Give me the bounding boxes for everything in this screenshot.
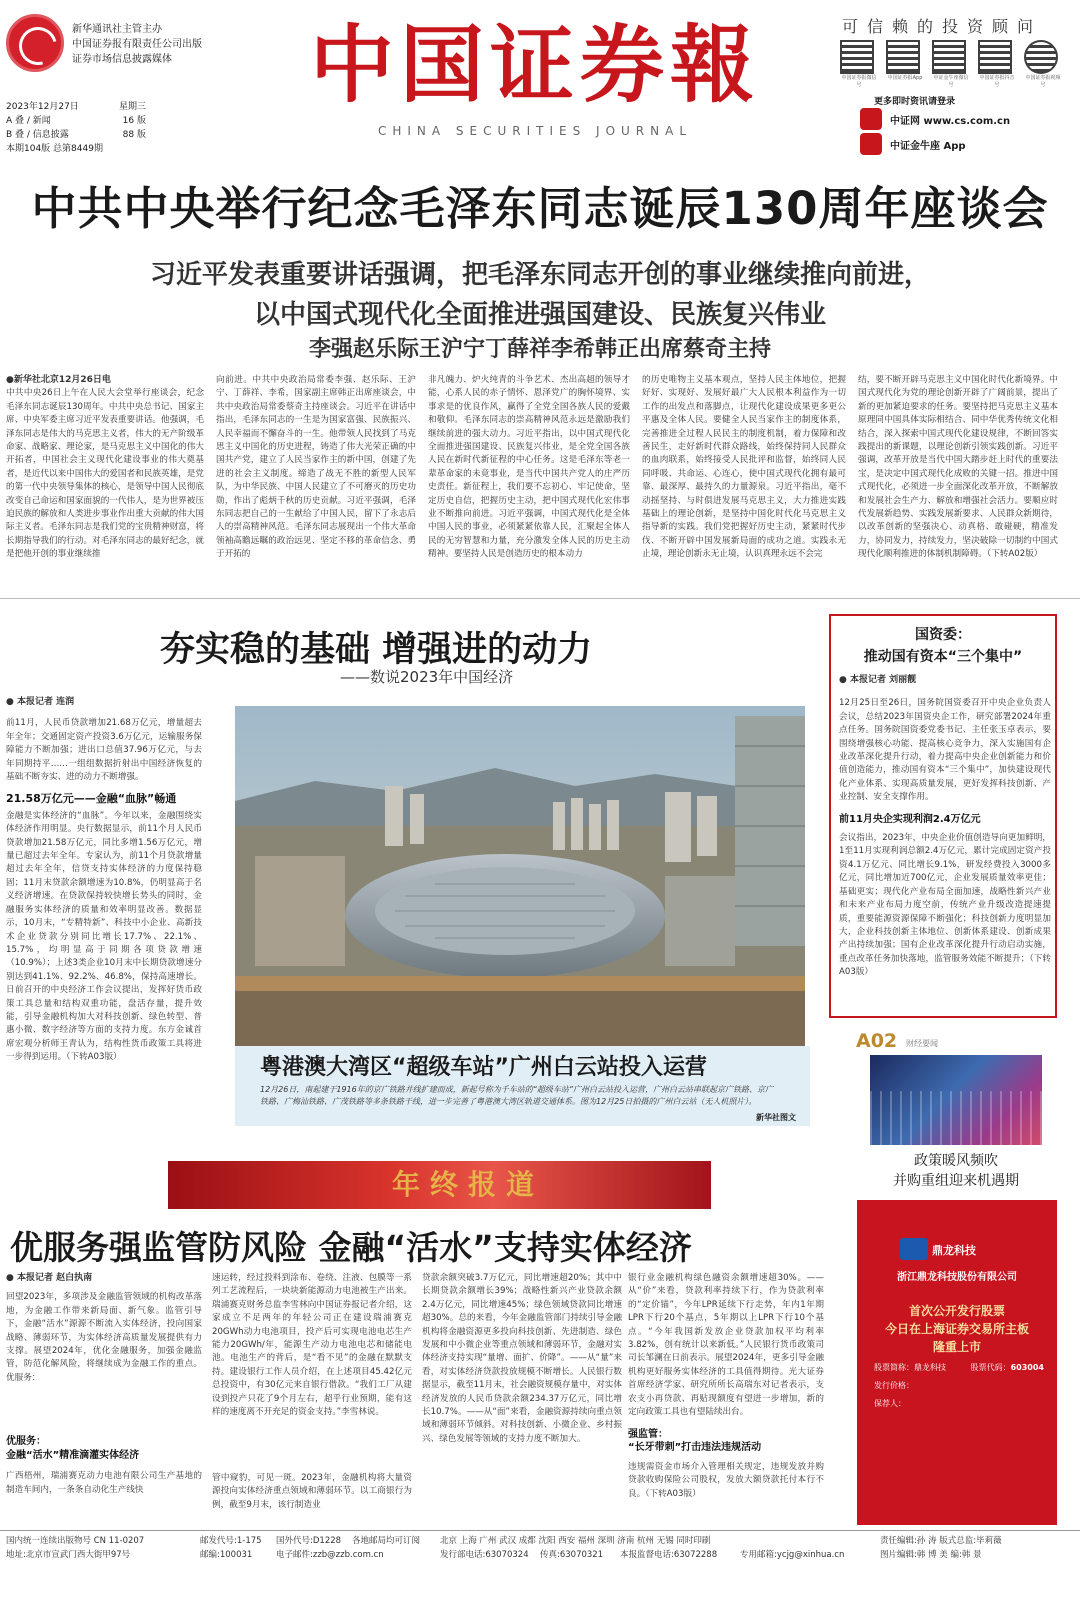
footer-fax: 传真:63070321 bbox=[540, 1550, 604, 1560]
lead-column-2: 向前进。中共中央政治局常委李强、赵乐际、王沪宁、丁薛祥、李希，国家副主席韩正出席座谈会，中共中央政治局常委蔡奇主持座谈会。习近平在讲话中指出，毛泽东同志的一生是为国家富强、民族振兴、人民幸福而不懈奋斗的一生。他带领人民找到了马克思主义中国化的历史进程，铸造了伟大光荣正确的中国共产党，建立了人民当家作主的新中国，创建了先进的社会主义制度。缔造了战无不胜的新型人民军队，为中华民族、中国人民建立了不可磨灭的历史功勋，作出了彪炳千秋的历史贡献。习近平强调，毛泽东同志把自己的一生献给了中国人民，留下了永志后人的崇高精神风范。毛泽东同志展现出一个伟大革命领袖高瞻远瞩的政治远见、坚定不移的革命信念、勇于开拓的 bbox=[216, 375, 416, 560]
issue-weekday: 星期三 bbox=[118, 102, 146, 112]
finance-column-3: 贷款余额突破3.7万亿元，同比增速超20%；其中中长期贷款余额增长39%；战略性新兴产业贷款余额2.4万亿元，同比增速45%；绿色领域贷款同比增速超30%。总的来看，今年金融监管部门持续引导金融机构将金融资源更多投向科技创新、先进制造、绿色发展和中小微企业等重点领域和薄弱环节，金融对实体经济支持实现“量增、面扩、价降”。——从“量”来看，对实体经济贷款投放规模不断增长。人民银行数据显示，截至11月末，社会融资规模存量中，对实体经济发放的人民币贷款余额234.37万亿元，同比增长10.7%。——从“面”来看，金融资源持续向重点领域和薄弱环节倾斜。对科技创新、小微企业、乡村振兴、绿色发展等领域的支持力度不断加大。 bbox=[422, 1273, 622, 1444]
qr-code-icon bbox=[932, 40, 966, 74]
finance-column-1 bbox=[6, 1272, 202, 1524]
photo-illustration bbox=[235, 706, 805, 1046]
footer-photo-editors: 图片编辑:韩 博 美 编:韩 景 bbox=[880, 1550, 982, 1560]
edition-a-pages: 16 版 bbox=[122, 116, 146, 126]
dinglong-logo-icon bbox=[900, 1238, 928, 1260]
brand-title: 中国证券報 bbox=[309, 15, 760, 114]
finance-body-4: 银行业金融机构绿色融资余额增速超30%。——从“价”来看，贷款利率持续下行，作为贷款利率的“定价锚”，今年LPR延续下行走势，年内1年期LPR下行20个基点，5年期以上LPR下行10个基点。“今年我国新发放企业贷款加权平均利率3.82%，创有统计以来新低。”人民银行货币政策司司长邹澜在日前表示。展望2024年，更多引导金融机构更好服务实体经济的工具值得期待。光大证券首席经济学家、研究所所长高瑞东对记者表示，支农支小再贷款、再贴现额度有望进一步增加，新的定向政策工具也有望陆续出台。 bbox=[628, 1273, 824, 1418]
brand-subtitle: CHINA SECURITIES JOURNAL bbox=[377, 124, 693, 138]
qr-code-icon bbox=[978, 40, 1012, 74]
finance-subhead-1b: 金融“活水”精准滴灌实体经济 bbox=[6, 1449, 140, 1461]
qr-item[interactable] bbox=[978, 40, 1016, 88]
site-link-cs[interactable] bbox=[860, 108, 1010, 130]
byline: ● 本报记者 刘丽靓 bbox=[839, 675, 917, 685]
ad-code-label: 股票代码： bbox=[970, 1363, 1011, 1372]
app-logo-icon bbox=[860, 133, 882, 155]
slogan: 可信赖的投资顾问 bbox=[842, 17, 1043, 36]
economy-body-2: 金融是实体经济的“血脉”。今年以来，金融围绕实体经济作用明显。央行数据显示，前11个月人民币贷款增加21.58万亿元，同比多增1.56万亿元，增量已超过去年全年。专家认为，前11个月贷款增量超过去年全年，信贷支持实体经济的力度保持稳固；11月末贷款余额增速为10.8%，仍明显高于名义经济增速。在贷款保持较快增长势头的同时，金融服务实体经济的质量和效率明显改善。数据显示，10月末，“专精特新”、科技中小企业、高新技术企业贷款分别同比增长17.7%、22.1%、15.7%，均明显高于同期各项贷款增速（10.9%）；上述3类企业10月末中长期贷款增速分别达到41.1%、92.2%、46.8%，保持高速增长。日前召开的中央经济工作会议提出，发挥好货币政策工具总量和结构双重功能，盘活存量，提升效能，引导金融机构加大对科技创新、绿色转型、普惠小微、数字经济等方面的支持力度。东方金诚首席宏观分析师王青认为，结构性货币政策工具将进一步得到运用。（下转A03版） bbox=[6, 810, 202, 1063]
newspaper-logo bbox=[6, 14, 64, 72]
qr-label: 中国证券报视频号 bbox=[1025, 75, 1061, 88]
section-divider bbox=[0, 598, 1080, 599]
station-photo bbox=[235, 706, 805, 1046]
qr-code-icon bbox=[1024, 40, 1058, 74]
lead-body-text: 中共中央26日上午在人民大会堂举行座谈会，纪念毛泽东同志诞辰130周年。中共中央总书记、国家主席、中央军委主席习近平发表重要讲话。他强调，毛泽东同志是伟大的马克思主义者，伟大的无产阶级革命家、战略家、理论家，是马克思主义中国化的伟大开拓者，中国社会主义现代化建设事业的伟大奠基者，是近代以来中国伟大的爱国者和民族英雄，是党的第一代中央领导集体的核心，是领导中国人民彻底改变自己命运和国家面貌的一代伟人，是为世界被压迫民族的解放和人类进步事业作出重大贡献的伟大国际主义者。毛泽东同志是我们党的宝贵精神财富，将长期指导我们的行动。对毛泽东同志的最好纪念，就是把他开创的事业继续推 bbox=[6, 388, 204, 560]
finance-column-2 bbox=[212, 1272, 412, 1524]
site-link-app[interactable] bbox=[860, 133, 966, 155]
footer-post-code: 邮发代号:1-175 bbox=[200, 1536, 262, 1546]
footer-address: 地址:北京市宣武门西大街甲97号 bbox=[6, 1550, 131, 1560]
lead-column-4: 的历史唯物主义基本观点，坚持人民主体地位，把握好好、实现好、发展好最广大人民根本利益作为一切工作的出发点和落脚点，让现代化建设成果更多更公平惠及全体人民。要健全人民当家作主的制度体系，完善推进全过程人民民主的制度机制，着力保障和改善民生，走好新时代群众路线，始终保持同人民群众的血肉联系，始终接受人民批评和监督，始终同人民同呼吸、共命运、心连心，使中国式现代化拥有最可靠、最深厚、最持久的力量源泉。习近平指出，毫不动摇坚持、与时俱进发展马克思主义，大力推进实践基础上的理论创新，是坚持中国化时代化马克思主义指导新的实践。我们党把握好历史主动，紧紧时代步伐、不断开辟中国发展新局面的成功之道。实践永无止境，理论创新永无止境，认识真理永远不会完 bbox=[642, 375, 846, 560]
byline: ● 本报记者 连润 bbox=[6, 697, 75, 707]
edition-b: B 叠 / 信息披露 bbox=[6, 130, 69, 140]
a02-image bbox=[870, 1055, 1042, 1145]
issue-date: 2023年12月27日 bbox=[6, 102, 79, 112]
finance-body-1: 回望2023年，多项涉及金融监管领域的机构改革落地，为金融工作带来新局面、新气象。监管引导下，金融“活水”源源不断流入实体经济，投向国家战略、薄弱环节，为实体经济高质量发展提供有力支撑。展望2024年，优化金融服务，加强金融监管，防范化解风险，将继续成为金融工作的重点。优服务： bbox=[6, 1292, 202, 1383]
more-news-label: 更多即时资讯请登录 bbox=[874, 97, 956, 107]
ad-line-2: 今日在上海证券交易所主板 bbox=[884, 1322, 1029, 1336]
issue-number: 本期104版 总第8449期 bbox=[6, 144, 103, 154]
sidebox-body-2: 会议指出，2023年，中央企业价值创造导向更加鲜明，1至11月实现利润总额2.4万亿元，累计完成固定资产投资4.1万亿元、同比增长9.1%，研发经费投入3000多亿元，同比增加近700亿元，企业发展质量效率更佳；基础更实；现代化产业布局全面加速，战略性新兴产业和未来产业布局力度空前，传统产业升级改造提速提质，重要能源资源保障不断强化；科技创新力度明显加大，企业科技创新主体地位、创新体系建设、创新成果产出持续加强；国有企业改革深化提升行动启动实施，重点改革任务加快落地，监管服务效能不断提升；（下转A03版） bbox=[839, 833, 1051, 978]
finance-headline[interactable]: 优服务强监管防风险 金融“活水”支持实体经济 bbox=[10, 1228, 692, 1267]
sidebox-body bbox=[839, 674, 1051, 1014]
sidebox-subhead: 前11月央企实现利润2.4万亿元 bbox=[839, 813, 981, 825]
ad-issue-row bbox=[874, 1380, 1044, 1391]
publisher-line: 证券市场信息披露媒体 bbox=[72, 54, 172, 65]
finance-body-1b: 广西梧州，瑞浦赛克动力电池有限公司生产基地的制造车间内，一条条自动化生产线快 bbox=[6, 1471, 202, 1495]
photo-caption-title[interactable]: 粤港澳大湾区“超级车站”广州白云站投入运营 bbox=[260, 1055, 707, 1080]
dateline: ●新华社北京12月26日电 bbox=[6, 375, 111, 385]
sidebox-title-2[interactable]: 推动国有资本“三个集中” bbox=[863, 649, 1023, 665]
footer bbox=[0, 1530, 1080, 1597]
a02-page-label[interactable]: A02 bbox=[856, 1030, 898, 1052]
lead-subheadline-1: 习近平发表重要讲话强调，把毛泽东同志开创的事业继续推向前进， bbox=[149, 260, 930, 290]
brand bbox=[300, 10, 770, 138]
qr-item[interactable] bbox=[840, 40, 878, 88]
banner-text: 年终报道 bbox=[391, 1168, 544, 1201]
sasac-sidebox bbox=[829, 614, 1057, 1018]
lead-subheadline-3: 李强赵乐际王沪宁丁薛祥李希韩正出席蔡奇主持 bbox=[308, 337, 771, 362]
ad-stock-row bbox=[874, 1362, 1044, 1373]
qr-code-row bbox=[840, 40, 1062, 88]
qr-label: 中国证券报抖音号 bbox=[979, 75, 1015, 88]
a02-title-2[interactable]: 并购重组迎来机遇期 bbox=[893, 1173, 1019, 1189]
finance-column-4 bbox=[628, 1272, 824, 1524]
site-link-text: 中证金牛座 App bbox=[890, 140, 966, 152]
finance-subhead-1: 优服务： bbox=[6, 1436, 46, 1448]
lead-column-5: 结，要不断开辟马克思主义中国化时代化新境界。中国式现代化为党的理论创新开辟了广阔前景，提出了新的更加紧迫要求的任务。要坚持把马克思主义基本原理同中国具体实际相结合、同中华优秀传统文化相结合，深入探索中国式现代化建设规律，不断回答实践提出的新课题，以理论创新引领实践创新。习近平强调，改革开放是当代中国大踏步赶上时代的重要法宝，是决定中国式现代化成败的关键一招。推进中国式现代化，必须进一步全面深化改革开放，不断解放和发展社会生产力、解放和增强社会活力。要顺应时代发展新趋势、实践发展新要求、人民群众新期待，以改革创新的坚强决心、动真格、敢碰硬，精准发力，协同发力，持续发力，坚决破除一切制约中国式现代化顺利推进的体制机制障碍。（下转A02版） bbox=[858, 375, 1058, 560]
footer-foreign-code: 国外代号:D1228 bbox=[276, 1536, 342, 1546]
lead-headline[interactable]: 中共中央举行纪念毛泽东同志诞辰130周年座谈会 bbox=[31, 182, 1049, 235]
footer-email: 电子邮件:zzb@zzb.com.cn bbox=[276, 1550, 384, 1560]
sidebox-body-1: 12月25日至26日，国务院国资委召开中央企业负责人会议，总结2023年国资央企工作，研究部署2024年重点任务。国务院国资委党委书记、主任张玉卓表示，要围绕增强核心功能、提高核心竞争力，深入实施国有企业改革深化提升行动，着力提高中央企业创新能力和价值创造能力，推动国有资本“三个集中”，加快建设现代化产业体系、实现高质量发展，更好发挥科技创新、产业控制、安全支撑作用。 bbox=[839, 698, 1051, 803]
lead-column-1 bbox=[6, 374, 204, 586]
qr-label: 中国证券报微信号 bbox=[841, 75, 877, 88]
ad-sponsor-label: 保荐人： bbox=[874, 1399, 906, 1408]
finance-body-2: 速运转，经过投料到涂布、卷绕、注液、包膜等一系列工艺流程后，一块块新能源动力电池被生产出来。瑞浦赛克财务总监李雪林向中国证券报记者介绍，这家成立不足两年的年轻公司正在建设瑞浦赛克20GWh动力电池项目，投产后可实现电池电芯生产能力20GWh/年，能源生产动力电池电芯和储能电池。电池生产的背后，是“看不见”的金融在默默支持。建设银行工作人员介绍，在上述项目45.42亿元总投资中，有30亿元来自银行借款。“我们工厂从建设到投产只花了9个月左右，超乎行业预期，能有这样的速度离不开充足的资金支持。”李雪林说。 bbox=[212, 1273, 412, 1418]
year-end-banner bbox=[168, 1161, 711, 1209]
sidebox-title-1[interactable]: 国资委： bbox=[915, 627, 971, 643]
qr-item[interactable] bbox=[932, 40, 970, 88]
lead-subheadline-2: 以中国式现代化全面推进强国建设、民族复兴伟业 bbox=[253, 300, 826, 330]
economy-body-1: 前11月，人民币贷款增加21.68万亿元，增量超去年全年；交通固定资产投资3.6万亿元，运输服务保障能力不断加强；进出口总值37.96万亿元，与去年同期持平……一组组数据折射出中国经济恢复的基础不断夯实、进的动力不断增强。 bbox=[6, 718, 202, 783]
ad-company: 浙江鼎龙科技股份有限公司 bbox=[897, 1272, 1017, 1283]
economy-column bbox=[6, 696, 202, 1132]
finance-subhead-2b: “长牙带刺”打击违法违规活动 bbox=[628, 1442, 762, 1454]
economy-headline[interactable]: 夯实稳的基础 增强进的动力 bbox=[160, 630, 593, 670]
qr-item[interactable] bbox=[886, 40, 924, 88]
cs-logo-icon bbox=[860, 108, 882, 130]
footer-print-cities: 北京 上海 广州 武汉 成都 沈阳 西安 福州 深圳 济南 杭州 无锡 同时印刷 bbox=[440, 1536, 711, 1546]
finance-subhead-2: 强监管： bbox=[628, 1429, 668, 1440]
byline: ● 本报记者 赵白执南 bbox=[6, 1273, 93, 1283]
footer-supervision-phone: 本报监督电话:63072288 bbox=[620, 1550, 718, 1560]
lead-column-3: 非凡魄力、炉火纯青的斗争艺术、杰出高超的领导才能，心系人民的赤子情怀、恩泽党广的胸怀境界、实事求是的优良作风，赢得了全党全国各族人民的爱戴和敬仰。毛泽东同志的崇高精神风范永远是激励我们继续前进的强大动力。习近平指出，以中国式现代化全面推进强国建设、民族复兴伟业，是全党全国各族人民在新时代新征程的中心任务。这是毛泽东等老一辈革命家的未竟事业，是当代中国共产党人的庄严历史责任。新征程上，我们要不忘初心、牢记使命，坚定历史自信，把握历史主动，把中国式现代化宏伟事业不断推向前进。习近平强调，中国式现代化是全体中国人民的事业，必须紧紧依靠人民，汇聚起全体人民的无穷智慧和力量，充分激发全体人民的历史主动精神。要坚持人民是创造历史的根本动力 bbox=[428, 375, 630, 560]
economy-subtitle: ——数说2023年中国经济 bbox=[340, 668, 514, 686]
qr-code-icon bbox=[886, 40, 920, 74]
ad-sponsor-row bbox=[874, 1398, 1044, 1409]
footer-zip: 邮编:100031 bbox=[200, 1550, 253, 1560]
photo-caption: 12月26日，南起建于1916年的京广铁路并线扩建而成，新起号称为千车站的“超级车站”广州白云站投入运营，广州白云站串联起京广铁路、京广铁路、广梅汕铁路、广茂铁路等多条铁路干线，进一步完善了粤港澳大湾区轨道交通体系。图为12月25日拍摄的广州白云站（无人机照片）。 bbox=[260, 1085, 774, 1106]
publisher-line: 新华通讯社主管主办 bbox=[72, 24, 162, 35]
ad-stock-label: 股票简称：鼎龙科技 bbox=[874, 1363, 946, 1372]
photo-credit: 新华社图文 bbox=[756, 1113, 796, 1122]
footer-cn: 国内统一连续出版物号 CN 11-0207 bbox=[6, 1536, 145, 1546]
edition-a: A 叠 / 新闻 bbox=[6, 116, 51, 126]
publisher-line: 中国证券报有限责任公司出版 bbox=[72, 39, 202, 50]
ad-code: 603004 bbox=[1010, 1363, 1044, 1372]
qr-label: 中国证券报App bbox=[887, 75, 923, 81]
economy-subhead: 21.58万亿元——金融“血脉”畅通 bbox=[6, 792, 177, 806]
ad-logo-text: 鼎龙科技 bbox=[932, 1244, 976, 1257]
finance-body-4b: 违规需资金市场介入管理相关规定，违规发放并购贷款收购保险公司股权，发放大额贷款托付本行不良。（下转A03版） bbox=[628, 1461, 824, 1499]
footer-distribution-phone: 发行部电话:63070324 bbox=[440, 1550, 529, 1560]
qr-item[interactable] bbox=[1024, 40, 1062, 88]
ad-line-1: 首次公开发行股票 bbox=[908, 1304, 1005, 1318]
issue-info bbox=[6, 100, 146, 156]
footer-mailbox: 专用邮箱:ycjg@xinhua.cn bbox=[740, 1550, 845, 1560]
ad-line-3: 隆重上市 bbox=[932, 1340, 981, 1354]
footer-editors: 责任编辑:孙 涛 版式总监:毕莉薇 bbox=[880, 1536, 1002, 1546]
a02-title-1[interactable]: 政策暖风频吹 bbox=[914, 1153, 998, 1169]
qr-label: 中证金牛座微信号 bbox=[933, 75, 969, 88]
finance-body-2b: 管中窥豹，可见一斑。2023年，金融机构将大量资源投向实体经济重点领域和薄弱环节。以工商银行为例，截至9月末，该行制造业 bbox=[212, 1473, 412, 1510]
edition-b-pages: 88 版 bbox=[122, 130, 146, 140]
site-link-text: 中证网 www.cs.com.cn bbox=[890, 115, 1011, 127]
a02-section: 财经要闻 bbox=[906, 1039, 938, 1048]
qr-code-icon bbox=[840, 40, 874, 74]
ad-issue-label: 发行价格： bbox=[874, 1381, 914, 1390]
footer-subscribe: 各地邮局均可订阅 bbox=[352, 1536, 421, 1546]
masthead bbox=[0, 0, 1080, 160]
publisher-info bbox=[72, 22, 202, 67]
